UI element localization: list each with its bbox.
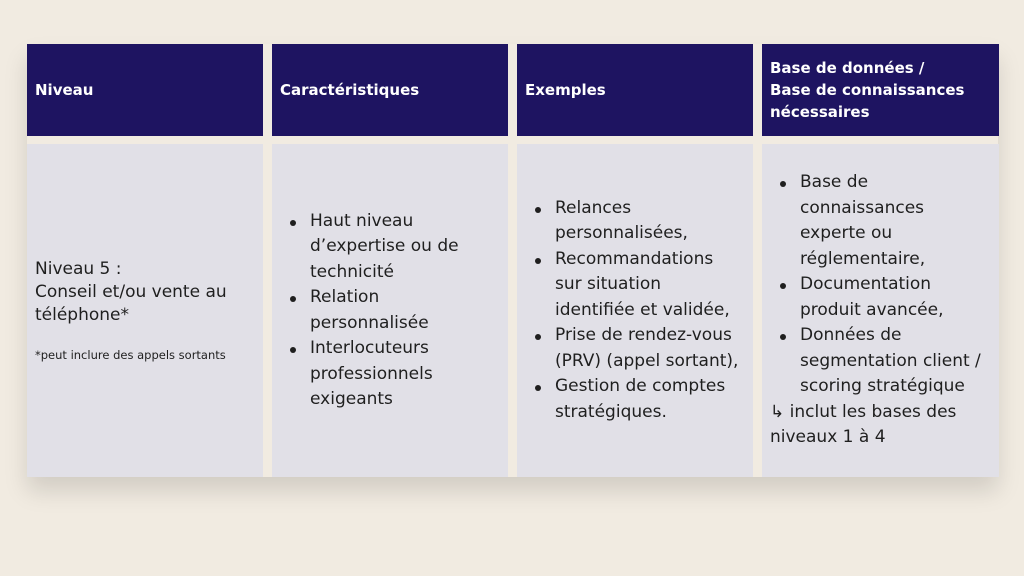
list-item: Gestion de comptes stratégiques. bbox=[555, 374, 745, 425]
level-title: Niveau 5 : Conseil et/ou vente au téléphone* bbox=[35, 259, 227, 325]
list-item: Relances personnalisées, bbox=[555, 196, 745, 247]
inheritance-note: ↳ inclut les bases des niveaux 1 à 4 bbox=[770, 401, 957, 448]
cell-niveau bbox=[27, 144, 263, 477]
comparison-table bbox=[27, 44, 998, 477]
header-caracteristiques: Caractéristiques bbox=[272, 44, 508, 136]
cell-bases bbox=[762, 144, 999, 477]
characteristics-list bbox=[280, 209, 500, 413]
list-item: Interlocuteurs professionnels exigeants bbox=[310, 336, 500, 413]
databases-list bbox=[770, 170, 991, 400]
header-exemples: Exemples bbox=[517, 44, 753, 136]
list-item: Prise de rendez-vous (PRV) (appel sortant), bbox=[555, 323, 745, 374]
list-item: Données de segmentation client / scoring stratégique bbox=[800, 323, 991, 400]
header-bases: Base de données / Base de connaissances nécessaires bbox=[762, 44, 999, 136]
cell-caracteristiques bbox=[272, 144, 508, 477]
list-item: Relation personnalisée bbox=[310, 285, 500, 336]
level-note: *peut inclure des appels sortants bbox=[35, 348, 226, 362]
list-item: Base de connaissances experte ou réglementaire, bbox=[800, 170, 991, 272]
list-item: Recommandations sur situation identifiée et validée, bbox=[555, 247, 745, 324]
examples-list bbox=[525, 196, 745, 426]
list-item: Haut niveau d’expertise ou de technicité bbox=[310, 209, 500, 286]
table-grid bbox=[27, 44, 998, 477]
list-item: Documentation produit avancée, bbox=[800, 272, 991, 323]
header-niveau: Niveau bbox=[27, 44, 263, 136]
cell-exemples bbox=[517, 144, 753, 477]
